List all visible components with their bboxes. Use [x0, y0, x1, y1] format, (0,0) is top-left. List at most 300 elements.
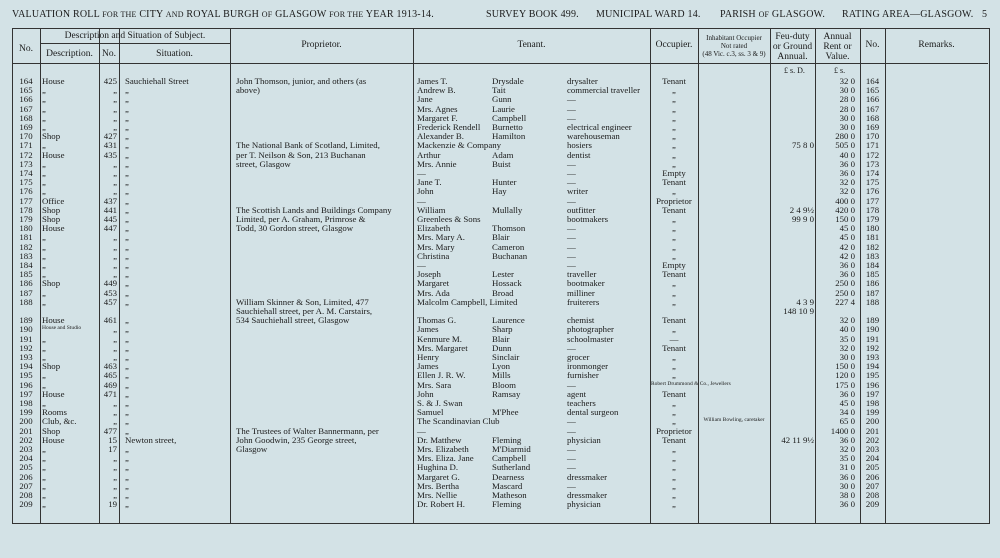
no-right: 182: [865, 241, 880, 252]
situation: „: [125, 158, 129, 169]
no-right: 176: [865, 186, 880, 197]
tenant-surname: Sinclair: [492, 352, 520, 362]
situation: „: [125, 407, 129, 418]
house-number: 461: [103, 315, 117, 326]
tenant-forename: Mrs. Elizabeth: [417, 444, 469, 454]
situation: „: [125, 250, 129, 261]
no-left: 174: [19, 168, 33, 178]
description: „: [42, 471, 46, 482]
house-number: „: [113, 232, 117, 243]
house-number: „: [113, 416, 117, 427]
house-number: „: [113, 471, 117, 482]
tenant-forename: Dr. Matthew: [417, 434, 462, 445]
situation: „: [125, 241, 129, 252]
feu-duty: 4 3 9: [796, 296, 814, 307]
feu-duty: 42 11 9½: [781, 434, 814, 445]
tenant-surname: Laurence: [492, 315, 525, 326]
situation: „: [125, 269, 129, 280]
tenant-forename: Frederick Rendell: [417, 122, 481, 132]
house-number: „: [113, 324, 117, 335]
no-right: 193: [865, 352, 880, 362]
tenant-occupation: traveller: [567, 269, 597, 280]
occupier: „: [672, 250, 676, 261]
col-desc-group: Description and Situation of Subject.: [64, 31, 206, 41]
no-right: 199: [865, 407, 880, 418]
no-left: 178: [19, 204, 33, 215]
house-number: „: [113, 94, 117, 105]
description: „: [42, 250, 46, 261]
occupier: „: [672, 232, 676, 243]
situation: „: [125, 342, 129, 353]
description: „: [42, 140, 46, 151]
occupier: „: [672, 241, 676, 252]
occupier: „: [672, 471, 676, 482]
tenant-surname: Hunter: [492, 177, 517, 188]
tenant-forename: Joseph: [417, 269, 441, 280]
tenant-occupation: —: [567, 103, 576, 114]
tenant-occupation: dental surgeon: [567, 407, 619, 418]
tenant-occupation: —: [567, 232, 576, 243]
tenant-forename: Christina: [417, 250, 450, 261]
description: Shop: [42, 214, 61, 224]
tenant-forename: Jane: [417, 94, 433, 105]
situation: „: [125, 453, 129, 464]
tenant-occupation: physician: [567, 434, 601, 445]
parish: PARISH OF GLASGOW.: [720, 9, 826, 20]
no-left: 196: [19, 379, 33, 390]
house-number: 445: [103, 214, 117, 224]
tenant-surname: Lester: [492, 269, 514, 280]
tenant-surname: Hay: [492, 186, 507, 197]
no-right: 190: [865, 324, 880, 335]
annual-value: 30 0: [839, 480, 855, 491]
tenant-forename: Dr. Robert H.: [417, 499, 465, 510]
tenant-forename: Mrs. Bertha: [417, 480, 460, 491]
annual-value: 175 0: [835, 379, 855, 390]
annual-value: 42 0: [839, 250, 855, 261]
no-left: 194: [19, 361, 33, 372]
situation: „: [125, 260, 129, 270]
tenant-surname: Hossack: [492, 278, 522, 289]
no-left: 176: [19, 186, 33, 197]
house-number: 431: [103, 140, 117, 151]
situation: „: [125, 122, 129, 132]
description: Club, &c.: [42, 416, 77, 427]
description: House: [42, 223, 65, 234]
no-right: 178: [865, 204, 880, 215]
no-right: 200: [865, 416, 880, 427]
description: „: [42, 287, 46, 298]
house-number: „: [113, 333, 117, 344]
no-left: 172: [19, 149, 33, 160]
situation: „: [125, 214, 129, 224]
house-number: 425: [103, 76, 117, 86]
tenant-surname: Thomson: [492, 223, 526, 234]
no-right: 202: [865, 434, 880, 445]
tenant-forename: James: [417, 324, 439, 335]
tenant-occupation: —: [567, 444, 576, 454]
proprietor-text: The Scottish Lands and Buildings Company: [236, 204, 392, 215]
no-left: 187: [19, 287, 33, 298]
annual-value: 280 0: [835, 131, 855, 142]
no-left: 185: [19, 269, 33, 280]
proprietor-line: [0, 77, 1000, 86]
house-number: „: [113, 250, 117, 261]
no-right: 180: [865, 223, 880, 234]
no-left: 181: [19, 232, 33, 243]
occupier: „: [672, 287, 676, 298]
no-right: 185: [865, 269, 880, 280]
annual-value: 30 0: [839, 85, 855, 96]
annual-value: 150 0: [835, 361, 855, 372]
proprietor-line: [0, 445, 1000, 454]
proprietor-line: [0, 427, 1000, 436]
house-number: „: [113, 186, 117, 197]
house-number: „: [113, 407, 117, 418]
house-number: 19: [108, 499, 117, 510]
tenant-surname: Laurie: [492, 103, 515, 114]
situation: „: [125, 352, 129, 362]
feu-lsd-units: £ s. D.: [784, 66, 805, 75]
annual-value: 42 0: [839, 241, 855, 252]
tenant-forename: John: [417, 388, 434, 399]
tenant-occupation: teachers: [567, 398, 596, 408]
situation: „: [125, 85, 129, 96]
situation: „: [125, 370, 129, 381]
col-proprietor: Proprietor.: [301, 40, 342, 50]
proprietor-line: [0, 224, 1000, 233]
tenant-surname: Gunn: [492, 94, 512, 105]
tenant-forename: Mrs. Ada: [417, 287, 450, 298]
occupier: „: [672, 186, 676, 197]
feu-duty: 99 9 0: [792, 214, 814, 224]
tenant-forename: Greenlees & Sons: [417, 214, 481, 224]
house-number: „: [113, 480, 117, 491]
annual-value: 35 0: [839, 453, 855, 464]
annual-lsd-units: £ s.: [834, 66, 846, 75]
tenant-occupation: photographer: [567, 324, 614, 335]
tenant-forename: Arthur: [417, 149, 441, 160]
proprietor-text: William Skinner & Son, Limited, 477: [236, 296, 369, 307]
no-left: 203: [19, 444, 33, 454]
tenant-surname: Campbell: [492, 112, 527, 123]
survey-book: SURVEY BOOK 499.: [486, 9, 579, 20]
house-number: 469: [103, 379, 117, 390]
description: „: [42, 398, 46, 408]
description: Shop: [42, 278, 61, 289]
proprietor-line: [0, 316, 1000, 325]
situation: „: [125, 232, 129, 243]
col-feu-duty: Feu-duty or Ground Annual.: [772, 32, 813, 62]
tenant-forename: Alexander B.: [417, 131, 464, 142]
feu-duty: 148 10 9: [783, 306, 814, 316]
occupier: „: [672, 149, 676, 160]
annual-value: 36 0: [839, 499, 855, 510]
occupier: „: [672, 324, 676, 335]
occupier: Tenant: [662, 269, 686, 280]
tenant-forename: Elizabeth: [417, 223, 451, 234]
occupier: Tenant: [662, 434, 686, 445]
tenant-occupation: hosiers: [567, 140, 592, 151]
situation: „: [125, 103, 129, 114]
occupier: „: [672, 407, 676, 418]
house-number: 15: [108, 434, 117, 445]
tenant-surname: Campbell: [492, 453, 527, 464]
description: „: [42, 499, 46, 510]
no-right: 183: [865, 250, 880, 261]
tenant-forename: Andrew B.: [417, 85, 456, 96]
house-number: 453: [103, 287, 117, 298]
description: „: [42, 480, 46, 491]
tenant-occupation: —: [567, 462, 576, 473]
tenant-forename: Margaret G.: [417, 471, 460, 482]
no-right: 164: [865, 76, 880, 86]
house-number: „: [113, 453, 117, 464]
tenant-forename: William: [417, 204, 446, 215]
tenant-surname: Adam: [492, 149, 514, 160]
tenant-forename: James: [417, 361, 439, 372]
house-number: 447: [103, 223, 117, 234]
rule: [12, 63, 988, 64]
no-left: 200: [19, 416, 33, 427]
tenant-forename: —: [417, 425, 426, 436]
annual-value: 36 0: [839, 434, 855, 445]
no-left: 201: [19, 425, 33, 436]
proprietor-text: John Goodwin, 235 George street,: [236, 434, 357, 445]
proprietor-line: [0, 215, 1000, 224]
no-right: 181: [865, 232, 880, 243]
annual-value: 34 0: [839, 407, 855, 418]
annual-value: 45 0: [839, 398, 855, 408]
tenant-occupation: chemist: [567, 315, 595, 326]
no-left: 189: [19, 315, 33, 326]
no-left: 209: [19, 499, 33, 510]
description: House: [42, 388, 65, 399]
no-left: 171: [19, 140, 33, 151]
tenant-occupation: —: [567, 480, 576, 491]
occupier: Tenant: [662, 388, 686, 399]
tenant-surname: Mascard: [492, 480, 523, 491]
tenant-surname: Sutherland: [492, 462, 531, 473]
tenant-occupation: milliner: [567, 287, 595, 298]
house-number: 463: [103, 361, 117, 372]
occupier: Robert Drummond & Co., Jewellers: [651, 380, 731, 387]
col-no: No.: [19, 44, 33, 54]
no-right: 191: [865, 333, 880, 344]
situation: „: [125, 490, 129, 500]
tenant-surname: Tait: [492, 85, 506, 96]
tenant-forename: Kenmure M.: [417, 333, 462, 344]
tenant-forename: —: [417, 260, 426, 270]
tenant-forename: Mackenzie & Company: [417, 140, 502, 151]
feu-duty: 75 8 0: [792, 140, 814, 151]
occupier: „: [672, 480, 676, 491]
annual-value: 38 0: [839, 490, 855, 500]
tenant-occupation: —: [567, 425, 576, 436]
tenant-surname: Cameron: [492, 241, 525, 252]
annual-value: 28 0: [839, 103, 855, 114]
situation: „: [125, 149, 129, 160]
house-number: „: [113, 122, 117, 132]
situation: „: [125, 398, 129, 408]
description: „: [42, 260, 46, 270]
annual-value: 35 0: [839, 333, 855, 344]
description: „: [42, 94, 46, 105]
description: „: [42, 453, 46, 464]
description: Shop: [42, 425, 61, 436]
no-right: 177: [865, 195, 880, 206]
annual-value: 40 0: [839, 324, 855, 335]
annual-value: 36 0: [839, 471, 855, 482]
annual-value: 30 0: [839, 122, 855, 132]
no-left: 167: [19, 103, 33, 114]
col-situation: Situation.: [156, 49, 193, 59]
tenant-forename: Mrs. Mary: [417, 241, 455, 252]
tenant-forename: Thomas G.: [417, 315, 457, 326]
no-left: 179: [19, 214, 33, 224]
annual-value: 250 0: [835, 278, 855, 289]
tenant-surname: Mullally: [492, 204, 523, 215]
occupier: Tenant: [662, 204, 686, 215]
description: „: [42, 158, 46, 169]
occupier: „: [672, 296, 676, 307]
tenant-forename: Malcolm Campbell, Limited: [417, 296, 518, 307]
no-left: 170: [19, 131, 33, 142]
tenant-forename: Henry: [417, 352, 439, 362]
rule: [40, 43, 230, 44]
annual-value: 36 0: [839, 388, 855, 399]
proprietor-text: per T. Neilson & Son, 213 Buchanan: [236, 149, 366, 160]
situation: „: [125, 296, 129, 307]
tenant-forename: Margaret F.: [417, 112, 458, 123]
description: „: [42, 352, 46, 362]
occupier: „: [672, 158, 676, 169]
tenant-surname: Ramsay: [492, 388, 521, 399]
house-number: „: [113, 85, 117, 96]
description: „: [42, 462, 46, 473]
no-left: 198: [19, 398, 33, 408]
occupier: Tenant: [662, 177, 686, 188]
no-left: 206: [19, 471, 33, 482]
tenant-occupation: dentist: [567, 149, 591, 160]
no-right: 198: [865, 398, 880, 408]
house-number: 435: [103, 149, 117, 160]
house-number: „: [113, 462, 117, 473]
description: „: [42, 85, 46, 96]
annual-value: 32 0: [839, 444, 855, 454]
situation: „: [125, 112, 129, 123]
situation: „: [125, 287, 129, 298]
tenant-occupation: furnisher: [567, 370, 599, 381]
proprietor-line: [0, 206, 1000, 215]
no-right: 206: [865, 471, 880, 482]
proprietor-line: [0, 141, 1000, 150]
tenant-occupation: commercial traveller: [567, 85, 641, 96]
no-left: 175: [19, 177, 33, 188]
tenant-forename: Margaret: [417, 278, 450, 289]
occupier: „: [672, 453, 676, 464]
situation: „: [125, 177, 129, 188]
tenant-occupation: warehouseman: [567, 131, 620, 142]
description: Rooms: [42, 407, 67, 418]
occupier: „: [672, 361, 676, 372]
tenant-forename: Mrs. Margaret: [417, 342, 468, 353]
no-right: 168: [865, 112, 880, 123]
situation: „: [125, 444, 129, 454]
proprietor-text: The National Bank of Scotland, Limited,: [236, 140, 380, 151]
annual-value: 32 0: [839, 76, 855, 86]
no-left: 202: [19, 434, 33, 445]
occupier: „: [672, 416, 676, 427]
tenant-occupation: —: [567, 177, 576, 188]
description: Shop: [42, 361, 61, 372]
no-right: 205: [865, 462, 880, 473]
description: House: [42, 315, 65, 326]
occupier: „: [672, 352, 676, 362]
house-number: „: [113, 398, 117, 408]
situation: „: [125, 416, 129, 427]
no-right: 170: [865, 131, 880, 142]
tenant-occupation: bootmaker: [567, 278, 605, 289]
tenant-forename: John: [417, 186, 434, 197]
description: „: [42, 333, 46, 344]
no-left: 169: [19, 122, 33, 132]
annual-value: 32 0: [839, 342, 855, 353]
tenant-occupation: agent: [567, 388, 587, 399]
no-left: 177: [19, 195, 33, 206]
no-left: 184: [19, 260, 33, 270]
occupier: „: [672, 223, 676, 234]
col-description: Description.: [46, 49, 93, 59]
no-right: 209: [865, 499, 880, 510]
situation: „: [125, 499, 129, 510]
proprietor-line: [0, 307, 1000, 316]
no-right: 201: [865, 425, 880, 436]
annual-value: 120 0: [835, 370, 855, 381]
proprietor-text: 534 Sauchiehall street, Glasgow: [236, 315, 350, 326]
occupier: Tenant: [662, 76, 686, 86]
description: „: [42, 342, 46, 353]
tenant-surname: Lyon: [492, 361, 511, 372]
house-number: „: [113, 158, 117, 169]
description: „: [42, 444, 46, 454]
tenant-forename: Samuel: [417, 407, 444, 418]
no-right: 197: [865, 388, 880, 399]
annual-value: 40 0: [839, 149, 855, 160]
occupier: Proprietor: [656, 195, 692, 206]
no-right: 194: [865, 361, 880, 372]
proprietor-line: [0, 151, 1000, 160]
situation: „: [125, 223, 129, 234]
no-right: 174: [865, 168, 880, 178]
occupier: „: [672, 499, 676, 510]
situation: „: [125, 186, 129, 197]
page-header: [0, 9, 1000, 23]
tenant-surname: Blair: [492, 232, 510, 243]
tenant-occupation: drysalter: [567, 76, 598, 86]
occupier: „: [672, 462, 676, 473]
occupier: Tenant: [662, 315, 686, 326]
occupier: Empty: [662, 260, 686, 270]
tenant-occupation: physician: [567, 499, 601, 510]
description: „: [42, 269, 46, 280]
no-left: 173: [19, 158, 33, 169]
proprietor-line: [0, 86, 1000, 95]
tenant-forename: —: [417, 195, 426, 206]
header-title: VALUATION ROLL FOR THE CITY AND ROYAL BURGH OF GLASGOW FOR THE YEAR 1913-14.: [12, 9, 434, 20]
annual-value: 36 0: [839, 158, 855, 169]
occupier: —: [669, 333, 679, 344]
